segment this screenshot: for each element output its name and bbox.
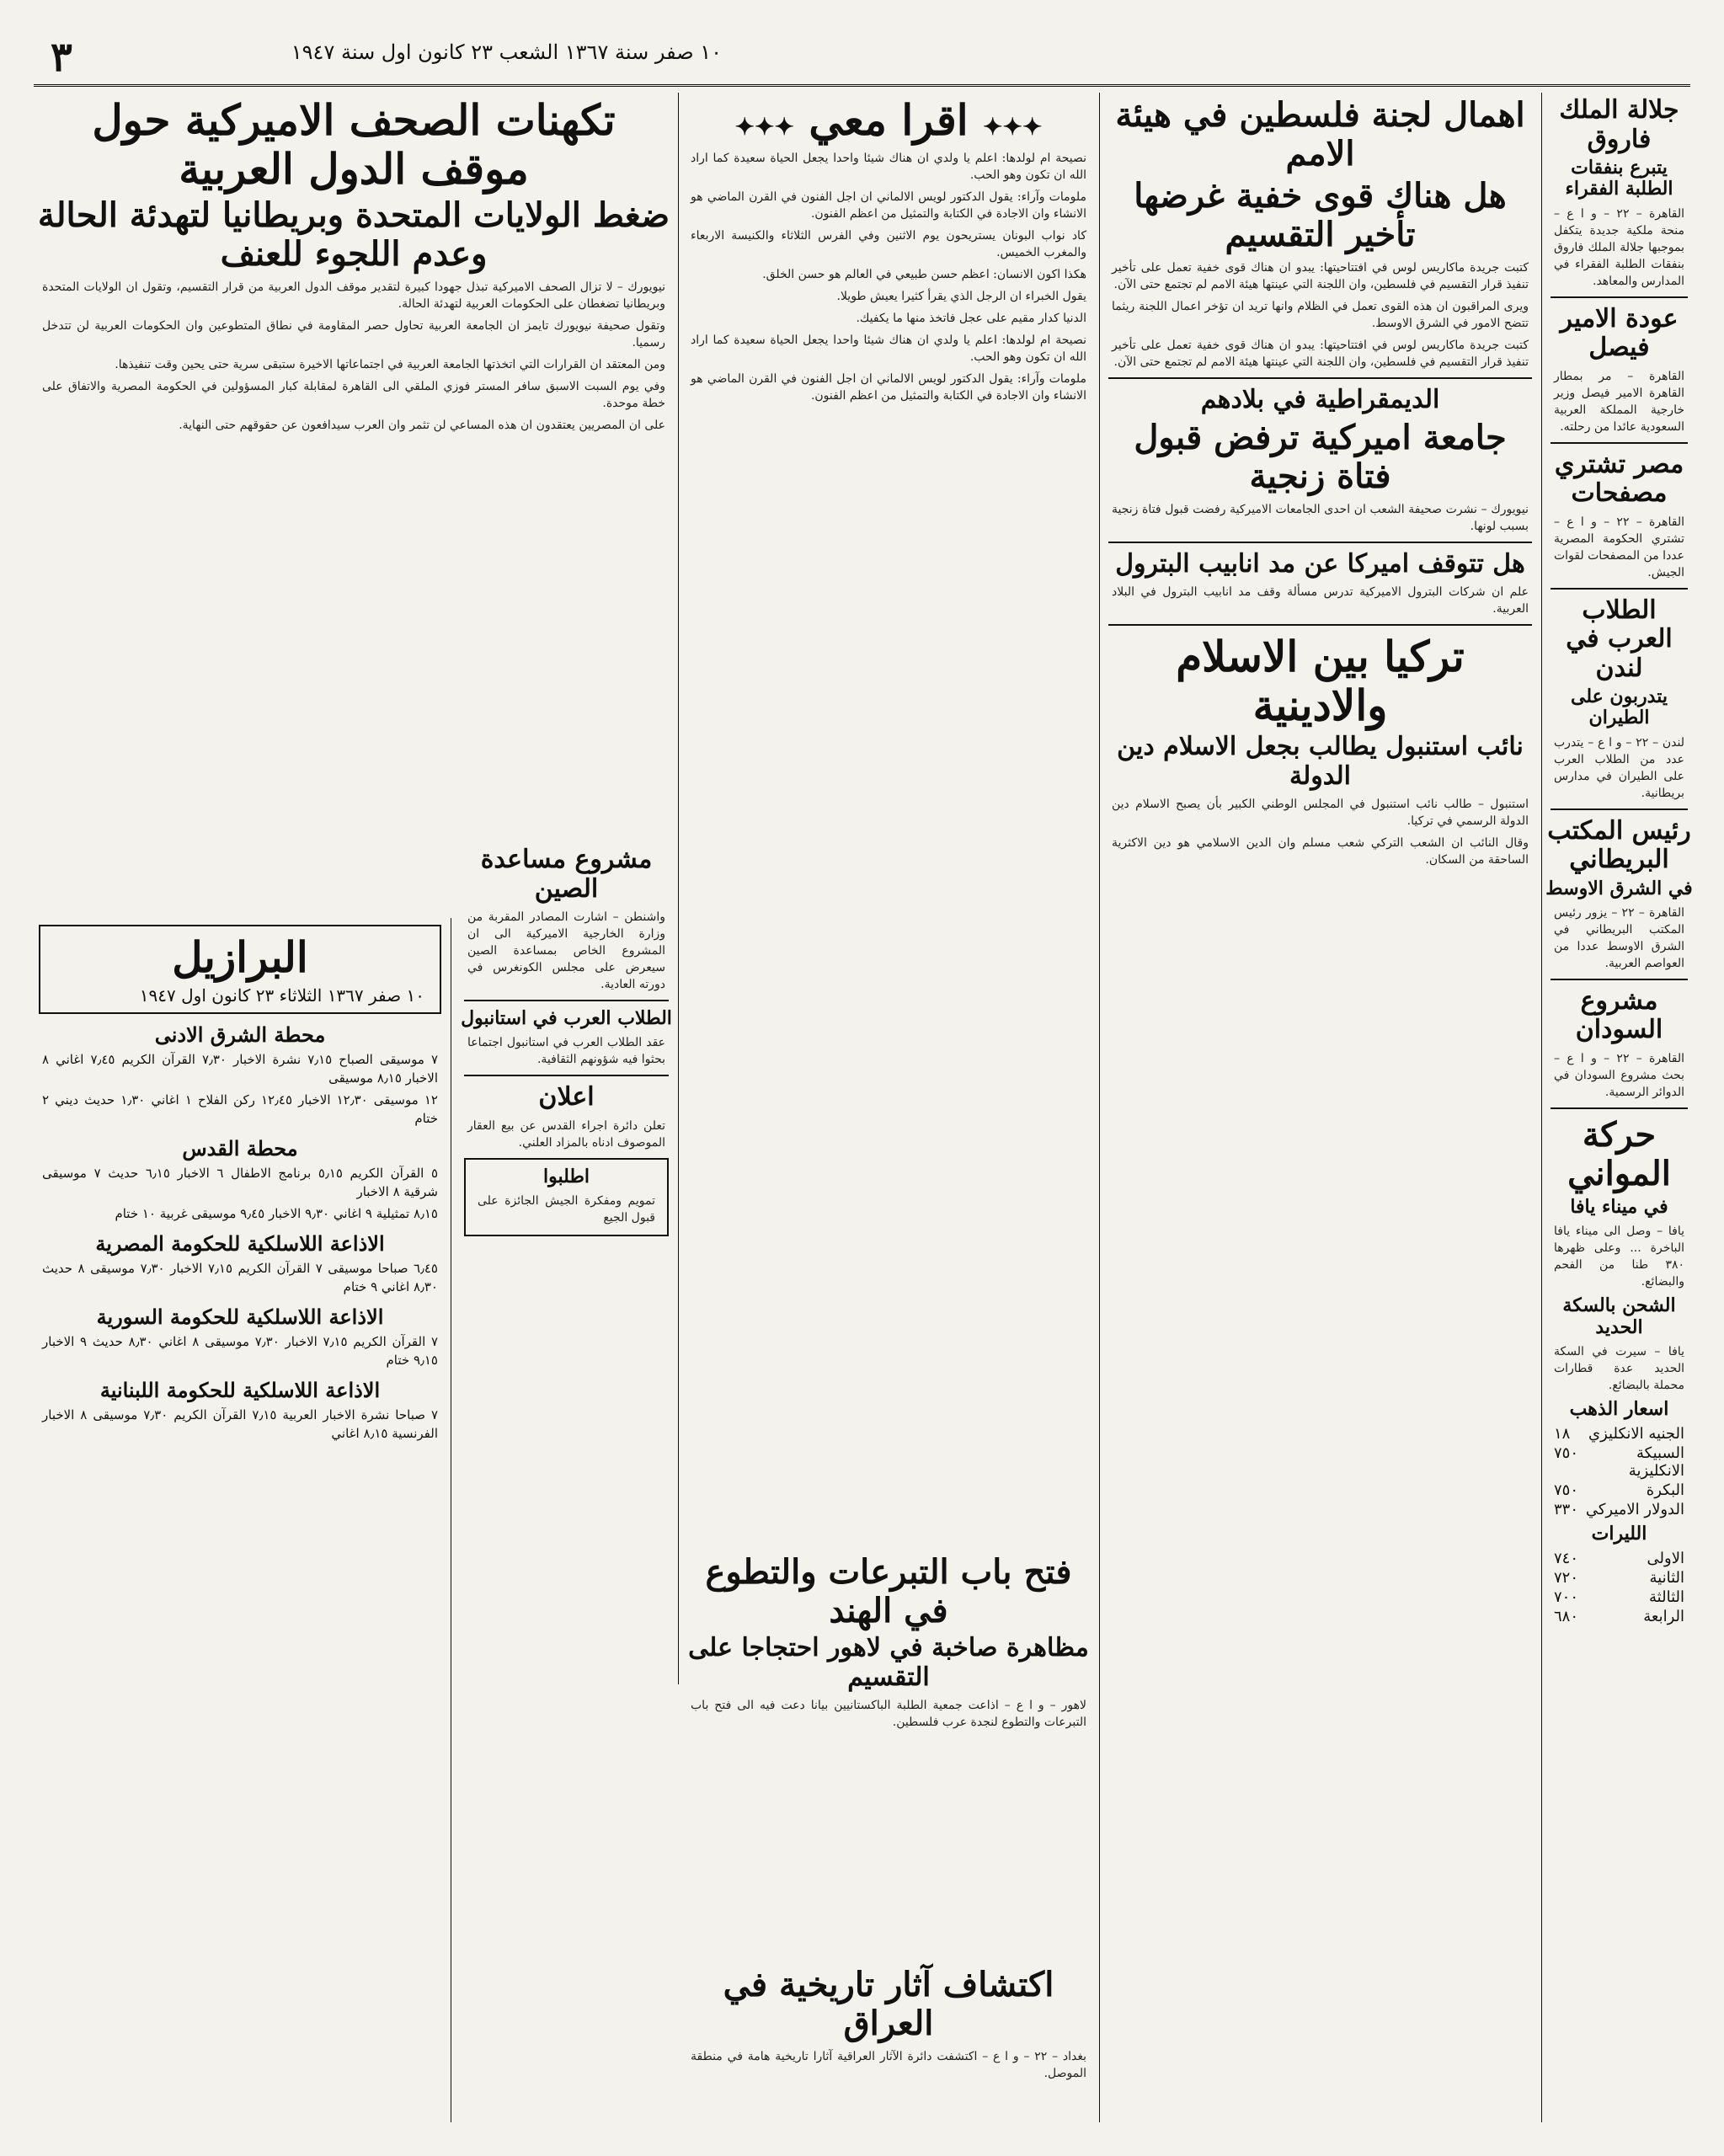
divider <box>1108 377 1532 379</box>
price-row: الدولار الاميركي ٣٣٠ <box>1554 1501 1684 1519</box>
divider <box>1551 296 1688 298</box>
palestine-committee-headline: اهمال لجنة فلسطين في هيئة الامم <box>1115 95 1525 173</box>
china-headline: مشروع مساعدة الصين <box>480 845 653 904</box>
divider <box>1108 542 1532 543</box>
british-office-subheadline: في الشرق الاوسط <box>1545 877 1693 899</box>
faisal-article-text: القاهرة – مر بمطار القاهرة الامير فيصل وزير خارجية المملكة العربية السعودية عائدا من رحلته. <box>1554 369 1684 434</box>
india-headline: فتح باب التبرعات والتطوع في الهند <box>705 1552 1072 1630</box>
egypt-article-text: القاهرة – ٢٢ – و ا ع – تشتري الحكومة المصرية عددا من المصفحات لقوات الجيش. <box>1554 515 1684 579</box>
divider <box>1551 808 1688 810</box>
column-brief-news <box>1545 93 1693 2122</box>
lira-headline: الليرات <box>1591 1523 1647 1545</box>
us-press-text: وفي يوم السبت الاسبق سافر المستر فوزي الملقي الى القاهرة لمقابلة كبار المسؤولين في الحكومة المصرية والاتفاق على خطة موحدة. <box>42 380 665 410</box>
station-title: الاذاعة اللاسلكية للحكومة المصرية <box>95 1230 385 1256</box>
notice-headline: اعلان <box>538 1082 595 1113</box>
station-title: محطة القدس <box>182 1135 298 1161</box>
iraq-headline: اكتشاف آثار تاريخية في العراق <box>723 1965 1054 2043</box>
india-subheadline: مظاهرة صاخبة في لاهور احتجاجا على التقسيم <box>688 1633 1089 1692</box>
king-article-text: القاهرة – ٢٢ – و ا ع – منحة ملكية جديدة يتكفل بموجبها جلالة الملك فاروق بنفقات الطلبة الفقراء في المدارس والمعاهد. <box>1554 206 1684 288</box>
column-radio <box>34 918 446 2122</box>
sudan-headline: مشروع السودان <box>1575 985 1663 1045</box>
us-press-text: على ان المصريين يعتقدون ان هذه المساعي لن تثمر وان العرب سيدافعون عن حقوقهم حتى النهاية. <box>179 419 665 432</box>
price-row: الجنيه الانكليزي ١٨ <box>1554 1425 1684 1444</box>
rail-headline: الشحن بالسكة الحديد <box>1562 1294 1676 1338</box>
price-row: الرابعة ٦٨٠ <box>1554 1608 1684 1626</box>
sudan-text: القاهرة – ٢٢ – و ا ع – بحث مشروع السودان في الدوائر الرسمية. <box>1554 1051 1684 1099</box>
column-china-notice <box>459 842 674 2122</box>
divider <box>464 1075 669 1076</box>
palestine-committee-subheadline: هل هناك قوى خفية غرضها تأخير التقسيم <box>1134 176 1507 254</box>
page-number: ٣ <box>51 34 72 81</box>
read-with-me-text: هكذا اكون الانسان: اعظم حسن طبيعي في العالم هو حسن الخلق. <box>762 267 1086 281</box>
us-press-text: نيويورك – لا تزال الصحف الاميركية تبذل جهودا كبيرة لتقدير موقف الدول العربية من قرار التقسيم، وتقول ان الولايات المتحدة وبريطانيا تضغطان على الحكومات العربية لتهدئة الحالة. <box>42 280 665 311</box>
us-press-text: ومن المعتقد ان القرارات التي اتخذتها الجامعة العربية في اجتماعاتها الاخيرة ستبقى سرية حتى يحين وقت تنفيذها. <box>115 358 665 371</box>
advert-text: تمويم ومفكرة الجيش الجائزة على قبول الجيع <box>478 1194 655 1225</box>
democracy-headline: الديمقراطية في بلادهم <box>1200 385 1440 414</box>
read-with-me-text: نصيحة ام لولدها: اعلم يا ولدي ان هناك شيئا واحدا يجعل الحياة سعيدة كما اراد الله ان تكون وهو الحب. <box>691 151 1086 182</box>
program-text: ٧ موسيقى الصباح ٧٫١٥ نشرة الاخبار ٧٫٣٠ القرآن الكريم ٧٫٤٥ اغاني ٨ الاخبار ٨٫١٥ موسيقى <box>42 1051 438 1086</box>
divider <box>1551 1107 1688 1109</box>
program-text: ٦٫٤٥ صباحا موسيقى ٧ القرآن الكريم ٧٫١٥ الاخبار ٧٫٣٠ موسيقى ٨ حديث ٨٫٣٠ اغاني ٩ ختام <box>42 1260 438 1294</box>
price-row: البكرة ٧٥٠ <box>1554 1481 1684 1500</box>
column-rule <box>1541 93 1542 2122</box>
british-office-headline: رئيس المكتب البريطاني <box>1547 815 1691 875</box>
china-text: واشنطن – اشارت المصادر المقربة من وزارة الخارجية الاميركية الى ان المشروع الخاص بمساعدة الصين سيعرض على مجلس الكونغرس في دورته العادية. <box>467 910 665 991</box>
read-with-me-text: كاد نواب البونان يستريحون يوم الاثنين وفي الفرس الثلاثاء والكنيسة الاربعاء والمغرب الخميس. <box>691 228 1086 259</box>
column-read-with-me <box>682 93 1095 1684</box>
radio-date: ١٠ صفر ١٣٦٧ الثلاثاء ٢٣ كانون اول ١٩٤٧ <box>139 985 424 1006</box>
dateline: ١٠ صفر سنة ١٣٦٧ الشعب ٢٣ كانون اول سنة ١٩٤٧ <box>291 40 722 64</box>
faisal-headline: عودة الامير فيصل <box>1560 303 1679 363</box>
iraq-article <box>682 1962 1095 2122</box>
democracy-subheadline: جامعة اميركية ترفض قبول فتاة زنجية <box>1134 417 1507 496</box>
us-press-text: وتقول صحيفة نيويورك تايمز ان الجامعة العربية تحاول حصر المقاومة في نطاق المتطوعين وان الحكومات العربية لن تتدخل رسميا. <box>42 319 665 350</box>
price-row: الثانية ٧٢٠ <box>1554 1569 1684 1588</box>
democracy-text: نيويورك – نشرت صحيفة الشعب ان احدى الجامعات الاميركية رفضت قبول فتاة زنجية بسبب لونها. <box>1112 502 1529 533</box>
divider <box>1551 588 1688 590</box>
read-with-me-text: نصيحة ام لولدها: اعلم يا ولدي ان هناك شيئا واحدا يجعل الحياة سعيدة كما اراد الله ان تكون وهو الحب. <box>691 333 1086 364</box>
lira-table <box>1554 1550 1684 1625</box>
program-text: ١٢ موسيقى ١٢٫٣٠ الاخبار ١٢٫٤٥ ركن الفلاح ١ اغاني ١٫٣٠ حديث ديني ٢ ختام <box>42 1091 438 1126</box>
us-press-subheadline: ضغط الولايات المتحدة وبريطانيا لتهدئة الحالة وعدم اللجوء للعنف <box>37 195 670 274</box>
price-row: السبيكة الانكليزية ٧٥٠ <box>1554 1444 1684 1481</box>
read-with-me-text: الدنيا كدار مقيم على عجل فاتخذ منها ما يكفيك. <box>856 311 1086 325</box>
program-text: ٧ صباحا نشرة الاخبار العربية ٧٫١٥ القرآن الكريم ٧٫٣٠ موسيقى ٨ الاخبار الفرنسية ٨٫١٥ اغاني <box>42 1406 438 1441</box>
istanbul-students-headline: الطلاب العرب في استانبول <box>461 1007 672 1029</box>
king-headline: جلالة الملك فاروق <box>1559 95 1679 154</box>
students-london-text: لندن – ٢٢ – و ا ع – يتدرب عدد من الطلاب العرب على الطيران في مدارس بريطانية. <box>1554 735 1684 800</box>
ports-subheadline: في ميناء يافا <box>1570 1195 1668 1218</box>
gold-prices-table <box>1554 1425 1684 1518</box>
istanbul-students-text: عقد الطلاب العرب في استانبول اجتماعا بحثوا فيه شؤونهم الثقافية. <box>467 1036 665 1067</box>
column-rule <box>678 93 679 1684</box>
program-text: ٧ القرآن الكريم ٧٫١٥ الاخبار ٧٫٣٠ موسيقى ٨ اغاني ٨٫٣٠ حديث ٩ الاخبار ٩٫١٥ ختام <box>42 1333 439 1368</box>
palestine-committee-text: ويرى المراقبون ان هذه القوى تعمل في الظلام وانها تريد ان تؤخر اعمال اللجنة ريثما تتضح الامور في الشرق الاوسط. <box>1112 300 1529 330</box>
palestine-committee-text: كتبت جريدة ماكاريس لوس في افتتاحيتها: يبدو ان هناك قوى خفية تعمل على تأخير تنفيذ قرار التقسيم في فلسطين، وان اللجنة التي عينتها هيئة الامم لم تجتمع حتى الآن. <box>1112 261 1529 291</box>
palestine-committee-text: كتبت جريدة ماكاريس لوس في افتتاحيتها: يبدو ان هناك قوى خفية تعمل على تأخير تنفيذ قرار التقسيم في فلسطين، وان اللجنة التي عينتها هيئة الامم لم تجتمع حتى الآن. <box>1112 339 1529 369</box>
gold-prices-headline: اسعار الذهب <box>1569 1397 1669 1420</box>
india-text: لاهور – و ا ع – اذاعت جمعية الطلبة الباكستانيين بيانا دعت فيه الى فتح باب التبرعات والتطوع لنجدة عرب فلسطين. <box>691 1699 1086 1729</box>
read-with-me-text: يقول الخبراء ان الرجل الذي يقرأ كثيرا يعيش طويلا. <box>836 289 1086 303</box>
india-article <box>682 1550 1095 1937</box>
ports-headline: حركة المواني <box>1567 1114 1671 1193</box>
oil-pipeline-headline: هل تتوقف اميركا عن مد انابيب البترول <box>1115 548 1525 579</box>
station-title: الاذاعة اللاسلكية للحكومة السورية <box>96 1304 384 1329</box>
ornament-icon: ✦✦✦ <box>734 113 794 141</box>
masthead <box>34 34 1690 87</box>
price-row: الاولى ٧٤٠ <box>1554 1550 1684 1568</box>
program-text: ٨٫١٥ تمثيلية ٩ اغاني ٩٫٣٠ الاخبار ٩٫٤٥ موسيقى غربية ١٠ ختام <box>115 1205 438 1221</box>
radio-box <box>39 925 441 1014</box>
advert-headline: اطلبوا <box>542 1165 590 1187</box>
divider <box>1551 979 1688 980</box>
column-rule <box>1099 93 1100 2122</box>
turkey-text: وقال النائب ان الشعب التركي شعب مسلم وان الدين الاسلامي هو دين الاكثرية الساحقة من السكان. <box>1112 836 1529 867</box>
ports-text: يافا – وصل الى ميناء يافا الباخرة ... وعلى ظهرها ٣٨٠ طنا من الفحم والبضائع. <box>1554 1225 1684 1289</box>
column-lead-articles <box>1103 93 1537 2122</box>
divider <box>1551 442 1688 444</box>
students-london-subheadline: يتدربون على الطيران <box>1571 686 1668 729</box>
price-row: الثالثة ٧٠٠ <box>1554 1588 1684 1607</box>
station-title: الاذاعة اللاسلكية للحكومة اللبنانية <box>99 1377 381 1402</box>
turkey-text: استنبول – طالب نائب استنبول في المجلس الوطني الكبير بأن يصبح الاسلام دين الدولة الرسمي في تركيا. <box>1112 798 1529 828</box>
station-title: محطة الشرق الادنى <box>154 1022 326 1047</box>
advert-box <box>464 1158 669 1236</box>
students-london-headline: الطلاب العرب في لندن <box>1566 595 1673 683</box>
column-us-press <box>34 93 674 943</box>
divider <box>464 1000 669 1001</box>
turkey-subheadline: نائب استنبول يطالب بجعل الاسلام دين الدولة <box>1117 732 1524 791</box>
radio-headline: البرازيل <box>172 932 308 982</box>
program-text: ٥ القرآن الكريم ٥٫١٥ برنامج الاطفال ٦ الاخبار ٦٫١٥ حديث ٧ موسيقى شرقية ٨ الاخبار <box>42 1165 439 1199</box>
divider <box>1108 624 1532 626</box>
read-with-me-headline: ✦✦✦ اقرا معي ✦✦✦ <box>734 95 1043 145</box>
read-with-me-text: ملومات وآراء: يقول الدكتور لويس الالماني ان اجل الفنون في القرن الماضي هو الانشاء وان الاجادة في الكتابة والتمثيل من اعظم الفنون. <box>691 371 1086 403</box>
king-subheadline: يتبرع بنفقات الطلبة الفقراء <box>1565 157 1673 200</box>
turkey-headline: تركيا بين الاسلام والادينية <box>1176 632 1465 730</box>
notice-text: تعلن دائرة اجراء القدس عن بيع العقار الموصوف ادناه بالمزاد العلني. <box>467 1118 665 1150</box>
ornament-icon: ✦✦✦ <box>983 113 1043 141</box>
read-with-me-text: ملومات وآراء: يقول الدكتور لويس الالماني ان اجل الفنون في القرن الماضي هو الانشاء وان الاجادة في الكتابة والتمثيل من اعظم الفنون. <box>691 189 1086 221</box>
us-press-headline: تكهنات الصحف الاميركية حول موقف الدول العربية <box>92 95 616 194</box>
egypt-headline: مصر تشتري مصفحات <box>1554 449 1684 509</box>
iraq-text: بغداد – ٢٢ – و ا ع – اكتشفت دائرة الآثار العراقية آثارا تاريخية هامة في منطقة الموصل. <box>691 2050 1087 2080</box>
rail-text: يافا – سيرت في السكة الحديد عدة قطارات محملة بالبضائع. <box>1554 1344 1684 1392</box>
british-office-text: القاهرة – ٢٢ – يزور رئيس المكتب البريطاني في الشرق الاوسط عددا من العواصم العربية. <box>1554 905 1684 970</box>
oil-pipeline-text: علم ان شركات البترول الاميركية تدرس مسألة وقف مد انابيب البترول في البلاد العربية. <box>1112 585 1529 616</box>
